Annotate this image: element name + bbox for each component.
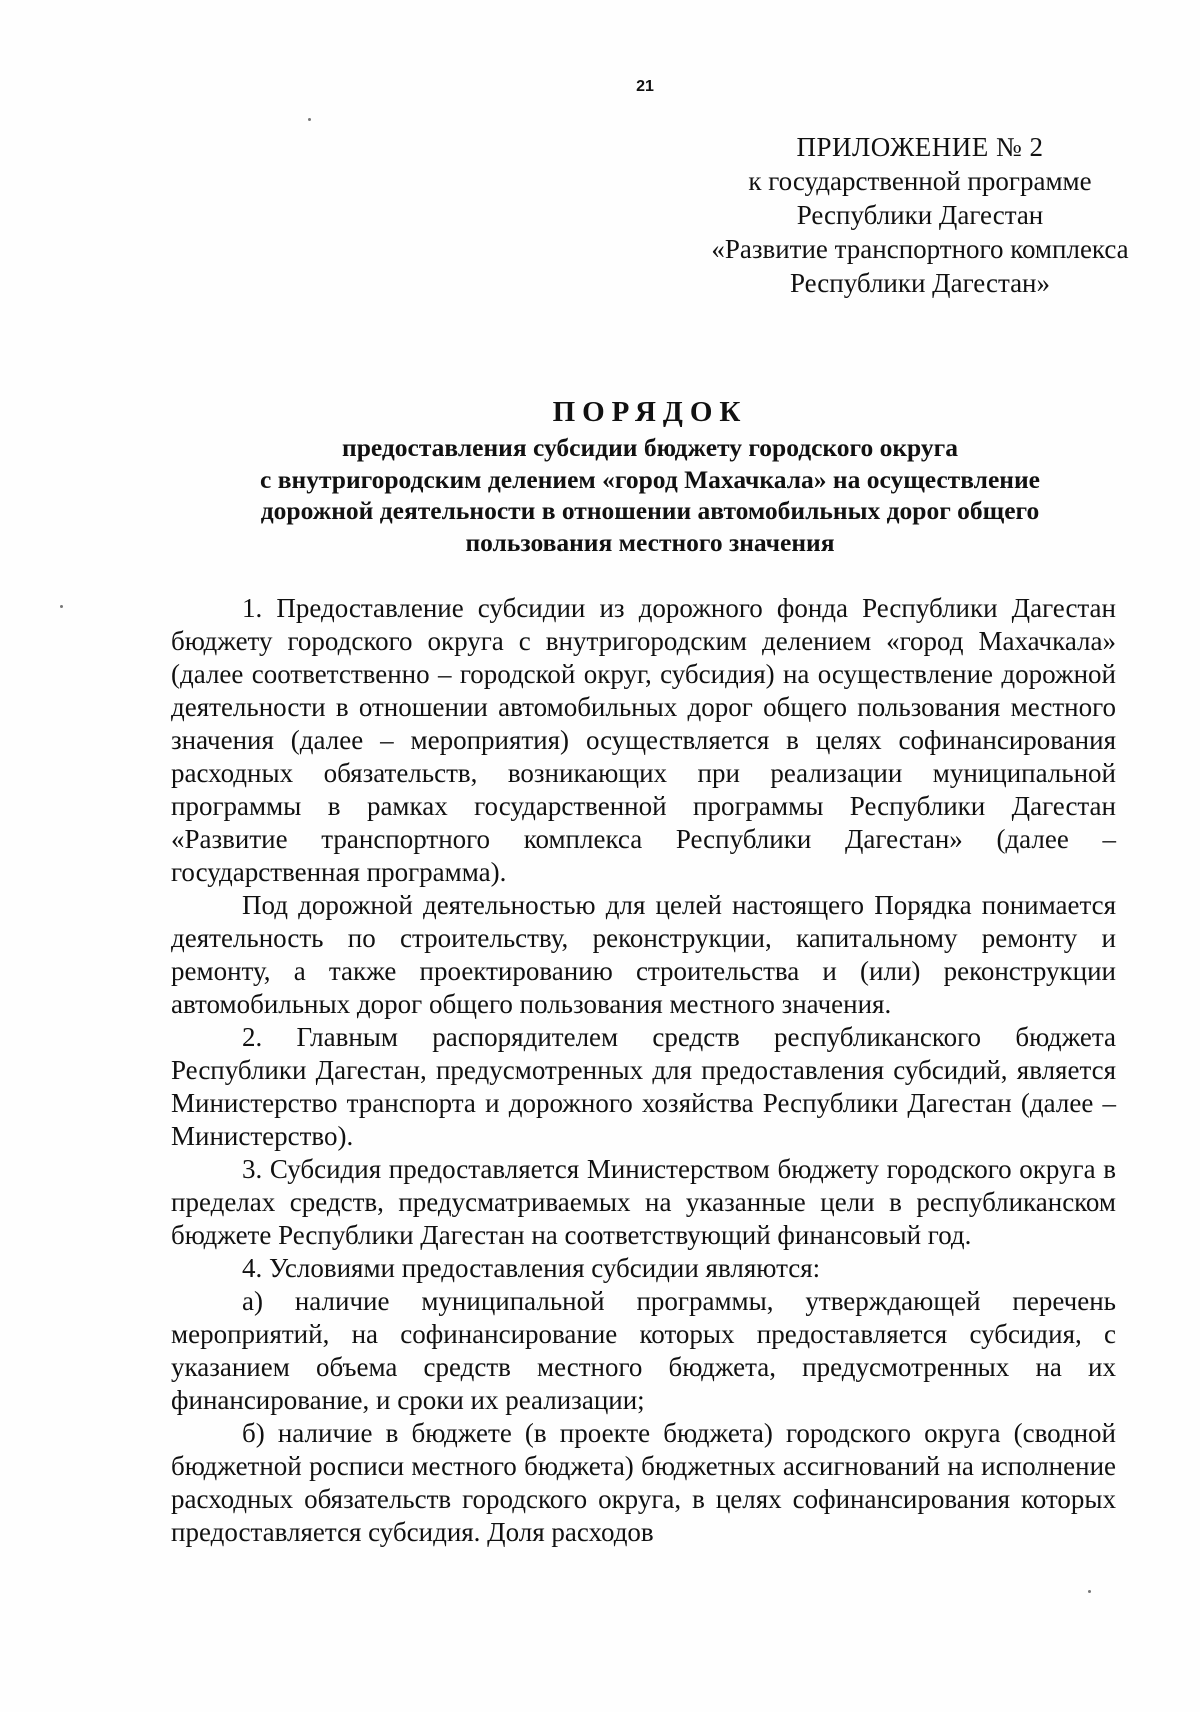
title-subtitle-line: предоставления субсидии бюджету городского округа [342, 433, 958, 462]
annex-line: Республики Дагестан [796, 200, 1044, 230]
scan-speck [60, 605, 63, 608]
scan-speck [1088, 1590, 1091, 1593]
paragraph: б) наличие в бюджете (в проекте бюджета) городского округа (сводной бюджетной росписи местного бюджета) бюджетных ассигнований на исполнение расходных обязательств городского округа, в целях софинансирования которых предоставляется субсидия. Доля расходов [171, 1418, 1116, 1547]
title-subtitle-line: пользования местного значения [465, 527, 835, 557]
annex-line: Республики Дагестан» [789, 268, 1051, 298]
annex-title: ПРИЛОЖЕНИЕ № 2 [796, 132, 1044, 162]
title-subtitle-line: дорожной деятельности в отношении автомобильных дорог общего [260, 496, 1040, 525]
title-main: ПОРЯДОК [552, 396, 748, 428]
annex-header [640, 130, 1200, 300]
page-number: 21 [636, 78, 654, 95]
scan-speck [308, 118, 311, 121]
title-subtitle-line: с внутригородским делением «город Махачкала» на осуществление [260, 464, 1040, 494]
body-text [171, 592, 1116, 1549]
paragraph: 1. Предоставление субсидии из дорожного фонда Республики Дагестан бюджету городского округа с внутригородским делением «город Махачкала» (далее соответственно – городской округ, субсидия) на осуществление дорожной деятельности в отношении автомобильных дорог общего пользования местного значения (далее – мероприятия) осуществляется в целях софинансирования расходных обязательств, возникающих при реализации муниципальной программы в рамках государственной программы Республики Дагестан «Развитие транспортного комплекса Республики Дагестан» (далее – государственная программа). [171, 593, 1116, 887]
paragraph: 3. Субсидия предоставляется Министерством бюджету городского округа в пределах средств, предусматриваемых на указанные цели в республиканском бюджете Республики Дагестан на соответствующий финансовый год. [171, 1154, 1116, 1250]
annex-line: «Развитие транспортного комплекса [711, 234, 1129, 264]
document-title [160, 392, 1140, 558]
paragraph: 4. Условиями предоставления субсидии являются: [242, 1253, 821, 1283]
paragraph: 2. Главным распорядителем средств республиканского бюджета Республики Дагестан, предусмотренных для предоставления субсидий, является Министерство транспорта и дорожного хозяйства Республики Дагестан (далее – Министерство). [171, 1022, 1116, 1151]
annex-line: к государственной программе [748, 166, 1092, 196]
paragraph: Под дорожной деятельностью для целей настоящего Порядка понимается деятельность по строительству, реконструкции, капитальному ремонту и ремонту, а также проектированию строительства и (или) реконструкции автомобильных дорог общего пользования местного значения. [171, 890, 1116, 1019]
paragraph: а) наличие муниципальной программы, утверждающей перечень мероприятий, на софинансирование которых предоставляется субсидия, с указанием объема средств местного бюджета, предусмотренных на их финансирование, и сроки их реализации; [171, 1286, 1116, 1415]
